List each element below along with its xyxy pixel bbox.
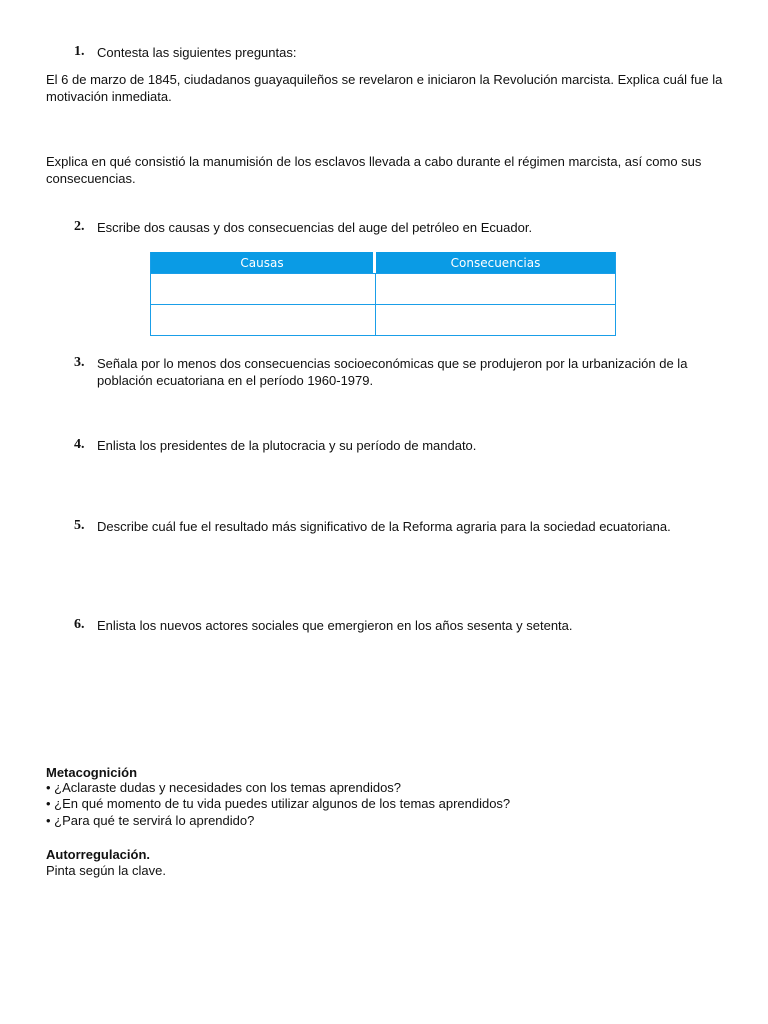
question-3-line-2: población ecuatoriana en el período 1960-1979. (97, 373, 374, 388)
question-1b-line-2: consecuencias. (46, 171, 136, 186)
question-1a-line-2: motivación inmediata. (46, 89, 172, 104)
metacognicion-item: • ¿Aclaraste dudas y necesidades con los temas aprendidos? (46, 780, 402, 795)
question-6-prompt: Enlista los nuevos actores sociales que emergieron en los años sesenta y setenta. (97, 618, 573, 633)
table-cell-consecuencia-2[interactable] (376, 304, 615, 335)
question-2-prompt: Escribe dos causas y dos consecuencias del auge del petróleo en Ecuador. (97, 220, 533, 235)
table-row (151, 304, 615, 335)
table-row (151, 273, 615, 304)
question-1-number: 1. (74, 44, 85, 59)
question-1b-line-1: Explica en qué consistió la manumisión de los esclavos llevada a cabo durante el régimen marcista, así como sus (46, 154, 702, 169)
question-6-number: 6. (74, 617, 85, 632)
autorregulacion-instruction: Pinta según la clave. (46, 863, 166, 878)
metacognicion-item: • ¿En qué momento de tu vida puedes utilizar algunos de los temas aprendidos? (46, 796, 511, 811)
question-1-prompt: Contesta las siguientes preguntas: (97, 45, 297, 60)
table-cell-consecuencia-1[interactable] (376, 273, 615, 304)
table-cell-causa-1[interactable] (151, 273, 376, 304)
causes-consequences-table (150, 252, 616, 336)
question-5-number: 5. (74, 518, 85, 533)
metacognicion-title: Metacognición (46, 765, 138, 780)
table-header-row (151, 252, 615, 273)
question-1a-line-1: El 6 de marzo de 1845, ciudadanos guayaquileños se revelaron e iniciaron la Revolución marcista. Explica cuál fue la (46, 72, 723, 87)
table-cell-causa-2[interactable] (151, 304, 376, 335)
table-header-consecuencias: Consecuencias (376, 252, 615, 273)
question-3-line-1: Señala por lo menos dos consecuencias socioeconómicas que se produjeron por la urbanización de la (97, 356, 688, 371)
question-2-number: 2. (74, 219, 85, 234)
question-4-number: 4. (74, 437, 85, 452)
question-5-prompt: Describe cuál fue el resultado más significativo de la Reforma agraria para la sociedad ecuatoriana. (97, 519, 671, 534)
question-4-prompt: Enlista los presidentes de la plutocracia y su período de mandato. (97, 438, 477, 453)
autorregulacion-title: Autorregulación. (46, 847, 151, 862)
table-header-causas: Causas (151, 252, 376, 273)
metacognicion-item: • ¿Para qué te servirá lo aprendido? (46, 813, 255, 828)
question-3-number: 3. (74, 355, 85, 370)
